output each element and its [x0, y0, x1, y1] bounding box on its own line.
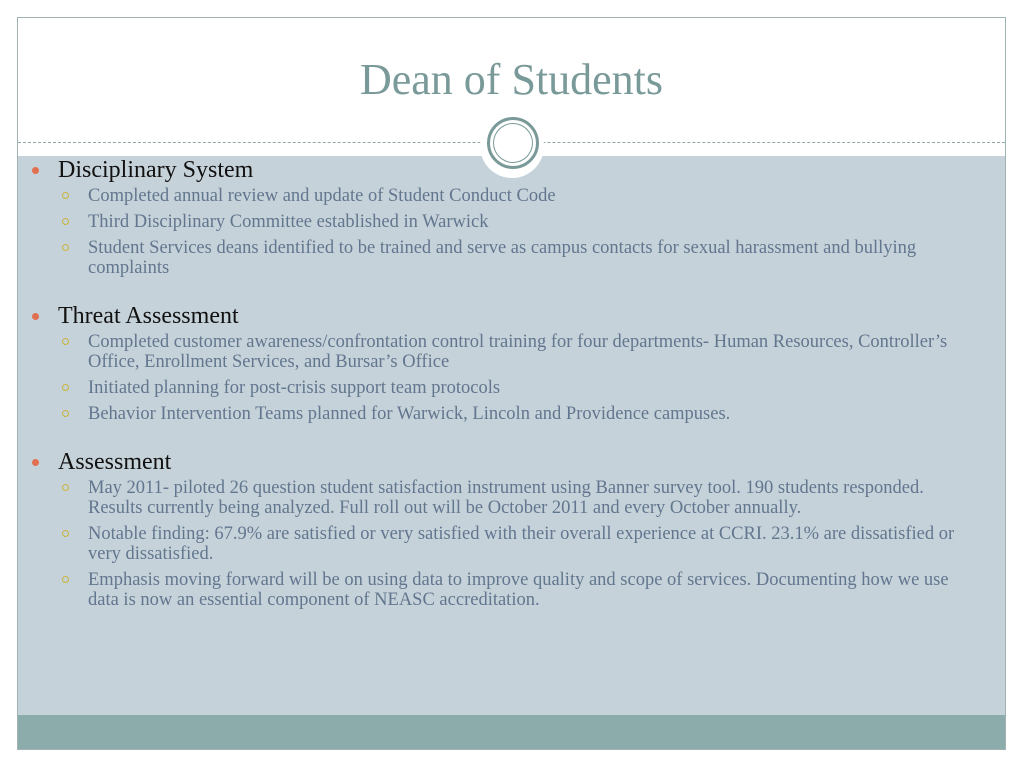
- sub-item-text: Initiated planning for post-crisis support team protocols: [88, 378, 501, 398]
- sub-item: [30, 212, 970, 232]
- sub-item-text: Third Disciplinary Committee established in Warwick: [88, 212, 489, 232]
- section-heading-text: Threat Assessment: [58, 303, 239, 329]
- ring-bullet-icon: [62, 484, 69, 491]
- ring-bullet-icon: [62, 384, 69, 391]
- slide-title: Dean of Students: [359, 55, 664, 104]
- sub-item-text: Completed annual review and update of Student Conduct Code: [88, 186, 556, 206]
- sub-list: [30, 332, 970, 424]
- section-heading: [30, 302, 970, 330]
- ring-bullet-icon: [62, 530, 69, 537]
- sub-item-text: Completed customer awareness/confrontation control training for four departments- Human Resources, Controller’s Office, Enrollment Services, and Bursar’s Office: [88, 332, 948, 372]
- ring-bullet-icon: [62, 576, 69, 583]
- sub-item-text: May 2011- piloted 26 question student satisfaction instrument using Banner survey tool. 190 students responded. Results currently being analyzed. Full roll out will be October 2011 and every October annually.: [88, 478, 924, 518]
- sub-item: [30, 570, 970, 610]
- bullet-list: [30, 156, 970, 634]
- section-heading-text: Assessment: [58, 449, 172, 475]
- bullet-dot-icon: [32, 313, 39, 320]
- ring-bullet-icon: [62, 410, 69, 417]
- sub-item: [30, 238, 970, 278]
- footer-band: [18, 715, 1005, 750]
- section-heading: [30, 156, 970, 184]
- bullet-dot-icon: [32, 459, 39, 466]
- sub-item: [30, 186, 970, 206]
- sub-item-text: Emphasis moving forward will be on using data to improve quality and scope of services. Documenting how we use data is now an essential component of NEASC accreditation.: [88, 570, 949, 610]
- sub-item-text: Student Services deans identified to be trained and serve as campus contacts for sexual harassment and bullying complaints: [88, 238, 917, 278]
- section-heading-text: Disciplinary System: [58, 157, 254, 183]
- sub-list: [30, 186, 970, 278]
- section-disciplinary-system: [30, 156, 970, 278]
- ring-bullet-icon: [62, 218, 69, 225]
- section-assessment: [30, 448, 970, 610]
- sub-item: [30, 478, 970, 518]
- sub-list: [30, 478, 970, 610]
- sub-item: [30, 524, 970, 564]
- sub-item: [30, 378, 970, 398]
- bullet-dot-icon: [32, 167, 39, 174]
- section-threat-assessment: [30, 302, 970, 424]
- sub-item: [30, 404, 970, 424]
- sub-item-text: Behavior Intervention Teams planned for Warwick, Lincoln and Providence campuses.: [88, 404, 731, 424]
- sub-item-text: Notable finding: 67.9% are satisfied or very satisfied with their overall experience at CCRI. 23.1% are dissatisfied or very dissatisfied.: [88, 524, 955, 564]
- section-heading: [30, 448, 970, 476]
- ring-bullet-icon: [62, 192, 69, 199]
- sub-item: [30, 332, 970, 372]
- ring-bullet-icon: [62, 338, 69, 345]
- ring-bullet-icon: [62, 244, 69, 251]
